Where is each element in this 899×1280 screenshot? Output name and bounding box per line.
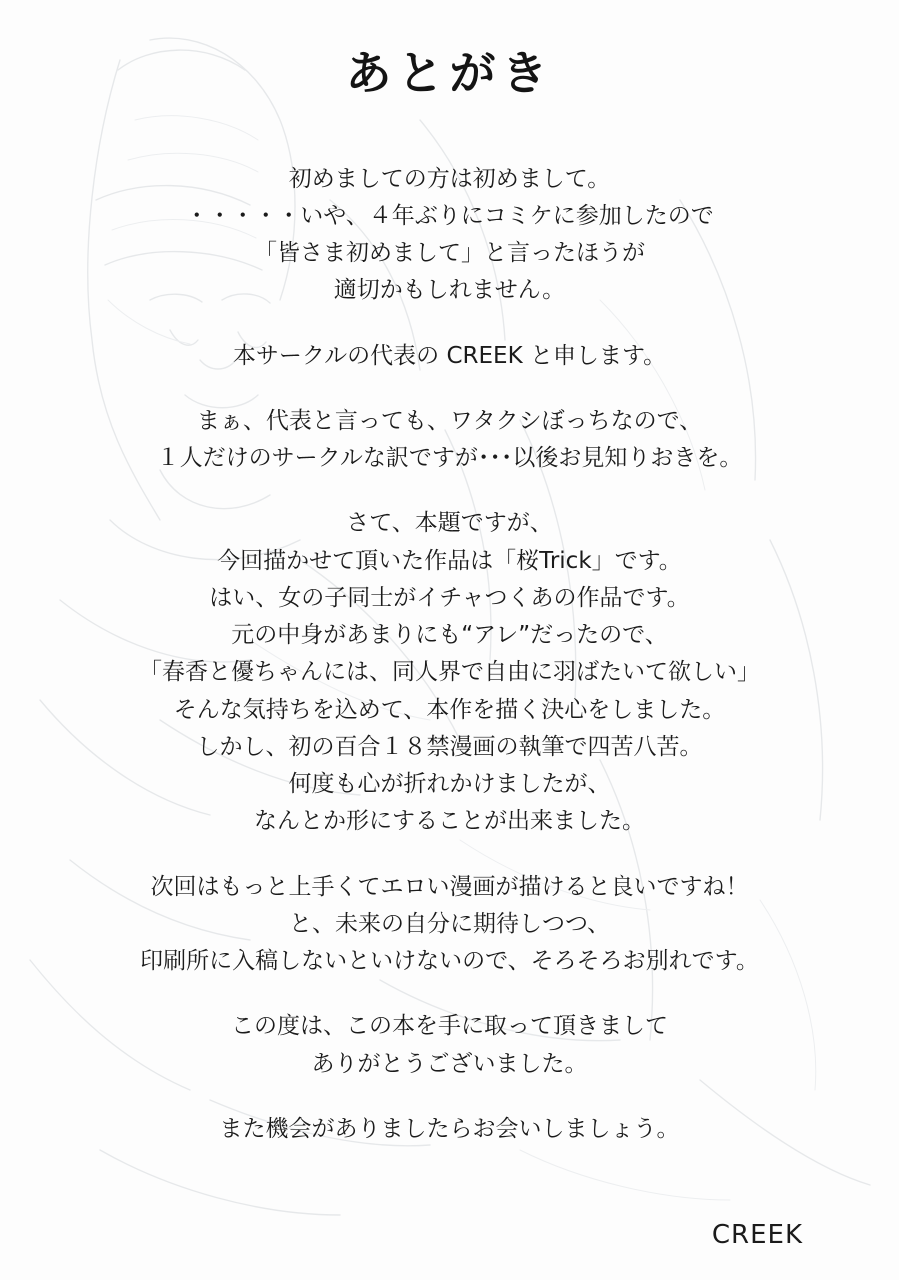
text-line: と、未来の自分に期待しつつ、: [288, 910, 611, 937]
text-line: この度は、この本を手に取って頂きまして: [231, 1013, 668, 1040]
paragraph-next-time: [40, 869, 859, 981]
author-signature: CREEK: [711, 1220, 803, 1250]
text-line: 「皆さま初めまして」と言ったほうが: [254, 240, 645, 267]
paragraph-farewell: [40, 1111, 859, 1148]
text-line: 印刷所に入稿しないといけないので、そろそろお別れです。: [140, 948, 759, 975]
paragraph-greeting: [40, 161, 859, 310]
text-line: また機会がありましたらお会いしましょう。: [219, 1115, 680, 1142]
text-line: 「春香と優ちゃんには、同人界で自由に羽ばたいて欲しい」: [139, 659, 760, 686]
page-title: あとがき: [345, 46, 554, 100]
text-line: しかし、初の百合１８禁漫画の執筆で四苦八苦。: [196, 733, 703, 760]
paragraph-thanks: [40, 1008, 859, 1083]
paragraph-main-topic: [40, 505, 859, 840]
text-line: 今回描かせて頂いた作品は「桜Trick」です。: [217, 547, 682, 574]
text-line: 適切かもしれません。: [333, 277, 566, 304]
text-line: まぁ、代表と言っても、ワタクシぼっちなので、: [196, 407, 703, 434]
paragraph-introduction: [40, 338, 859, 375]
text-line: １人だけのサークルな訳ですが･･･以後お見知りおきを。: [156, 445, 743, 472]
text-line: ありがとうございました。: [311, 1050, 588, 1077]
afterword-body: [40, 161, 859, 1149]
text-line: 本サークルの代表の CREEK と申します。: [232, 342, 667, 369]
text-line: さて、本題ですが、: [346, 510, 553, 537]
text-line: そんな気持ちを込めて、本作を描く決心をしました。: [173, 696, 726, 723]
paragraph-solo-circle: [40, 403, 859, 478]
text-line: ・・・・・いや、４年ぶりにコミケに参加したので: [185, 202, 714, 229]
text-line: なんとか形にすることが出来ました。: [254, 808, 645, 835]
text-line: 初めましての方は初めまして。: [288, 165, 611, 192]
text-line: 何度も心が折れかけましたが、: [288, 771, 611, 798]
text-line: 元の中身があまりにも“アレ”だったので、: [231, 622, 668, 649]
text-line: 次回はもっと上手くてエロい漫画が描けると良いですね！: [150, 873, 749, 900]
text-line: はい、女の子同士がイチャつくあの作品です。: [209, 584, 690, 611]
